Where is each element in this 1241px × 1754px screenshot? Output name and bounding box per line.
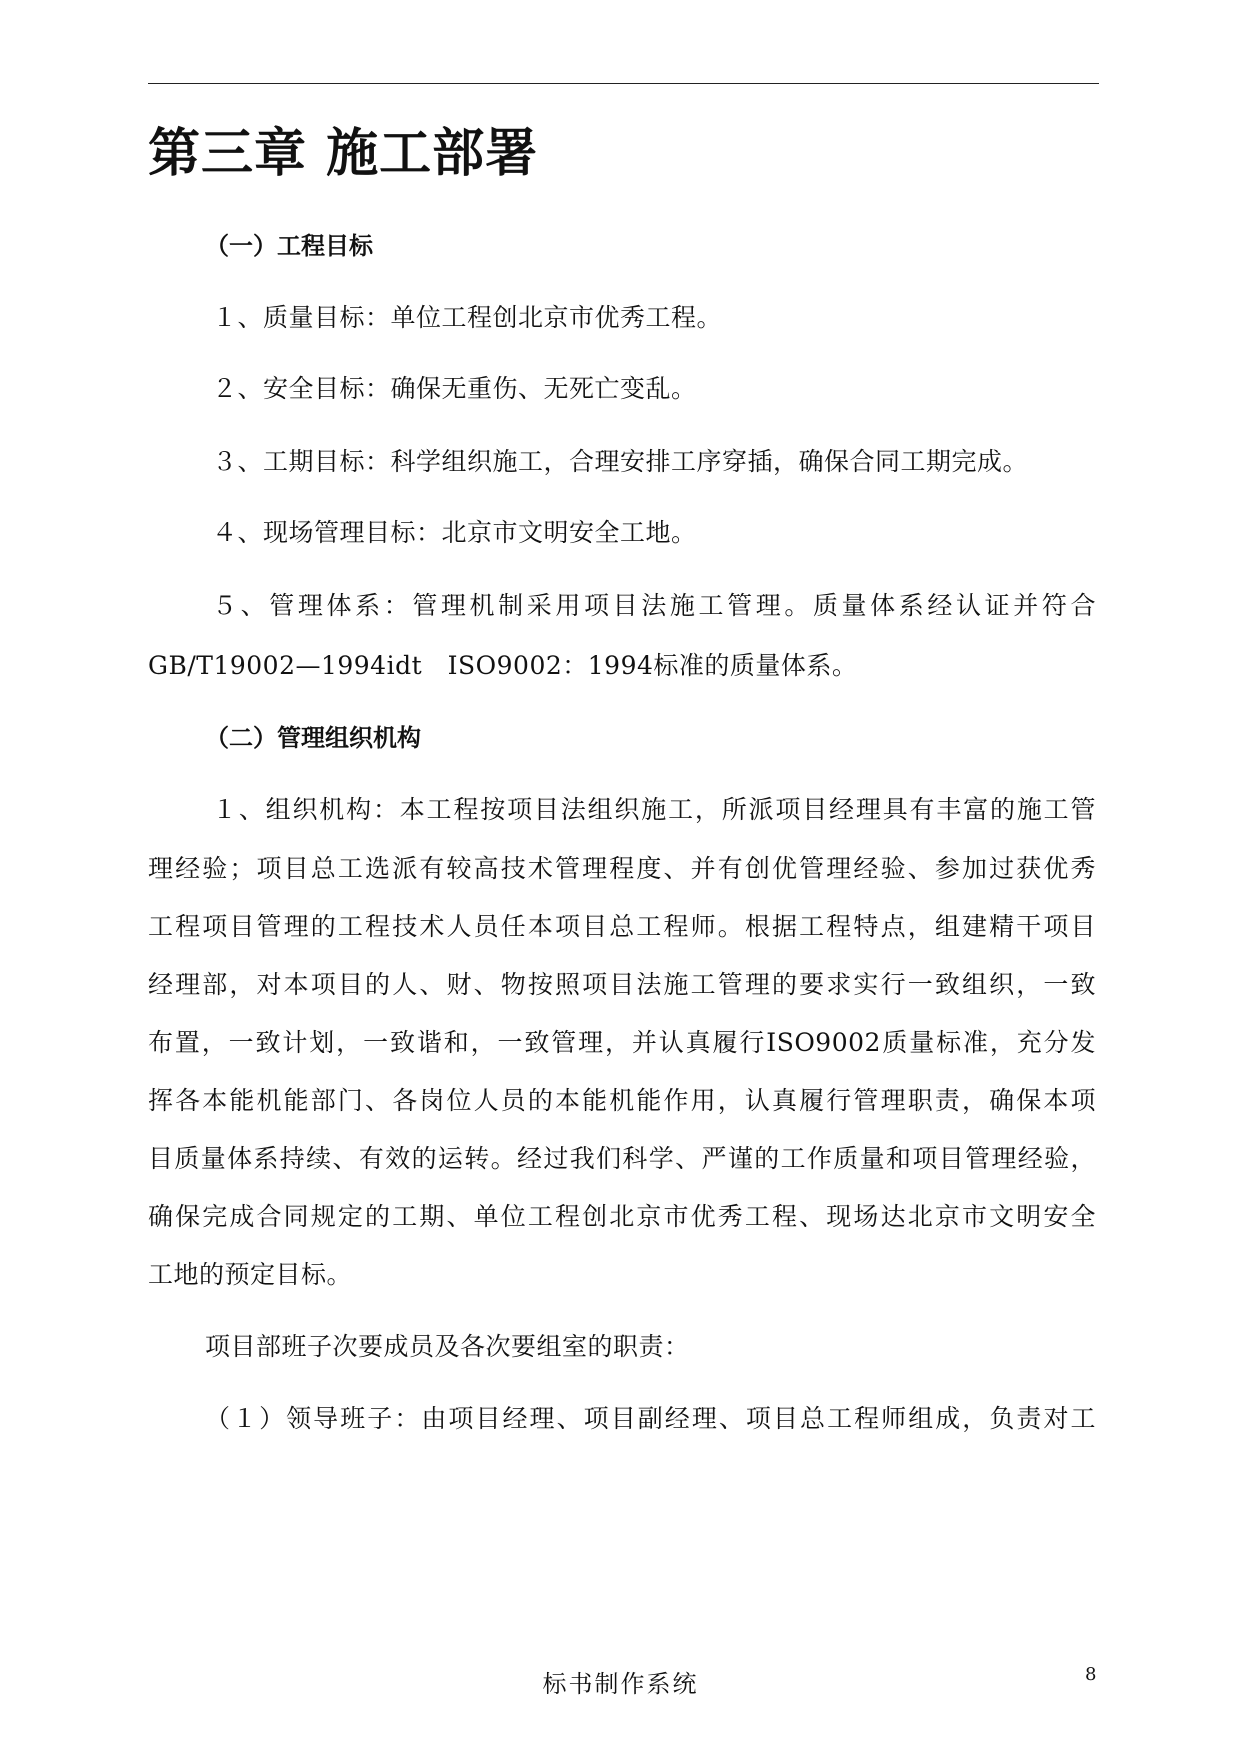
header-rule bbox=[148, 83, 1099, 84]
paragraph-line: 挥各本能机能部门、各岗位人员的本能机能作用，认真履行管理职责，确保本项 bbox=[148, 1086, 1096, 1115]
paragraph-line: 工程项目管理的工程技术人员任本项目总工程师。根据工程特点，组建精干项目 bbox=[148, 912, 1096, 941]
paragraph-line: １、组织机构：本工程按项目法组织施工，所派项目经理具有丰富的施工管 bbox=[212, 795, 1096, 824]
goal-item-site-management: ４、现场管理目标：北京市文明安全工地。 bbox=[212, 518, 697, 547]
goal-item-management-system-line1: ５、管理体系：管理机制采用项目法施工管理。质量体系经认证并符合 bbox=[212, 591, 1096, 620]
paragraph-line: 目质量体系持续、有效的运转。经过我们科学、严谨的工作质量和项目管理经验， bbox=[148, 1144, 1096, 1173]
footer-text: 标书制作系统 bbox=[542, 1670, 699, 1698]
duty-item-leadership: （１）领导班子：由项目经理、项目副经理、项目总工程师组成，负责对工 bbox=[205, 1404, 1096, 1433]
paragraph-line: 确保完成合同规定的工期、单位工程创北京市优秀工程、现场达北京市文明安全 bbox=[148, 1202, 1096, 1231]
paragraph-line: 工地的预定目标。 bbox=[148, 1260, 353, 1289]
paragraph-line: 布置，一致计划，一致谐和，一致管理，并认真履行ISO9002质量标准，充分发 bbox=[148, 1028, 1096, 1057]
goal-item-schedule: ３、工期目标：科学组织施工，合理安排工序穿插，确保合同工期完成。 bbox=[212, 447, 1029, 476]
goal-item-safety: ２、安全目标：确保无重伤、无死亡变乱。 bbox=[212, 374, 697, 403]
paragraph-line: 经理部，对本项目的人、财、物按照项目法施工管理的要求实行一致组织，一致 bbox=[148, 970, 1096, 999]
page-number: 8 bbox=[1085, 1664, 1097, 1685]
section-heading-goals: （一）工程目标 bbox=[205, 232, 373, 260]
duties-intro: 项目部班子次要成员及各次要组室的职责： bbox=[205, 1332, 690, 1361]
goal-item-management-system-line2: GB/T19002—1994idt ISO9002：1994标准的质量体系。 bbox=[148, 651, 858, 680]
paragraph-line: 理经验；项目总工选派有较高技术管理程度、并有创优管理经验、参加过获优秀 bbox=[148, 854, 1096, 883]
chapter-title: 第三章 施工部署 bbox=[148, 124, 539, 184]
section-heading-organization: （二）管理组织机构 bbox=[205, 724, 421, 752]
goal-item-quality: １、质量目标：单位工程创北京市优秀工程。 bbox=[212, 303, 723, 332]
